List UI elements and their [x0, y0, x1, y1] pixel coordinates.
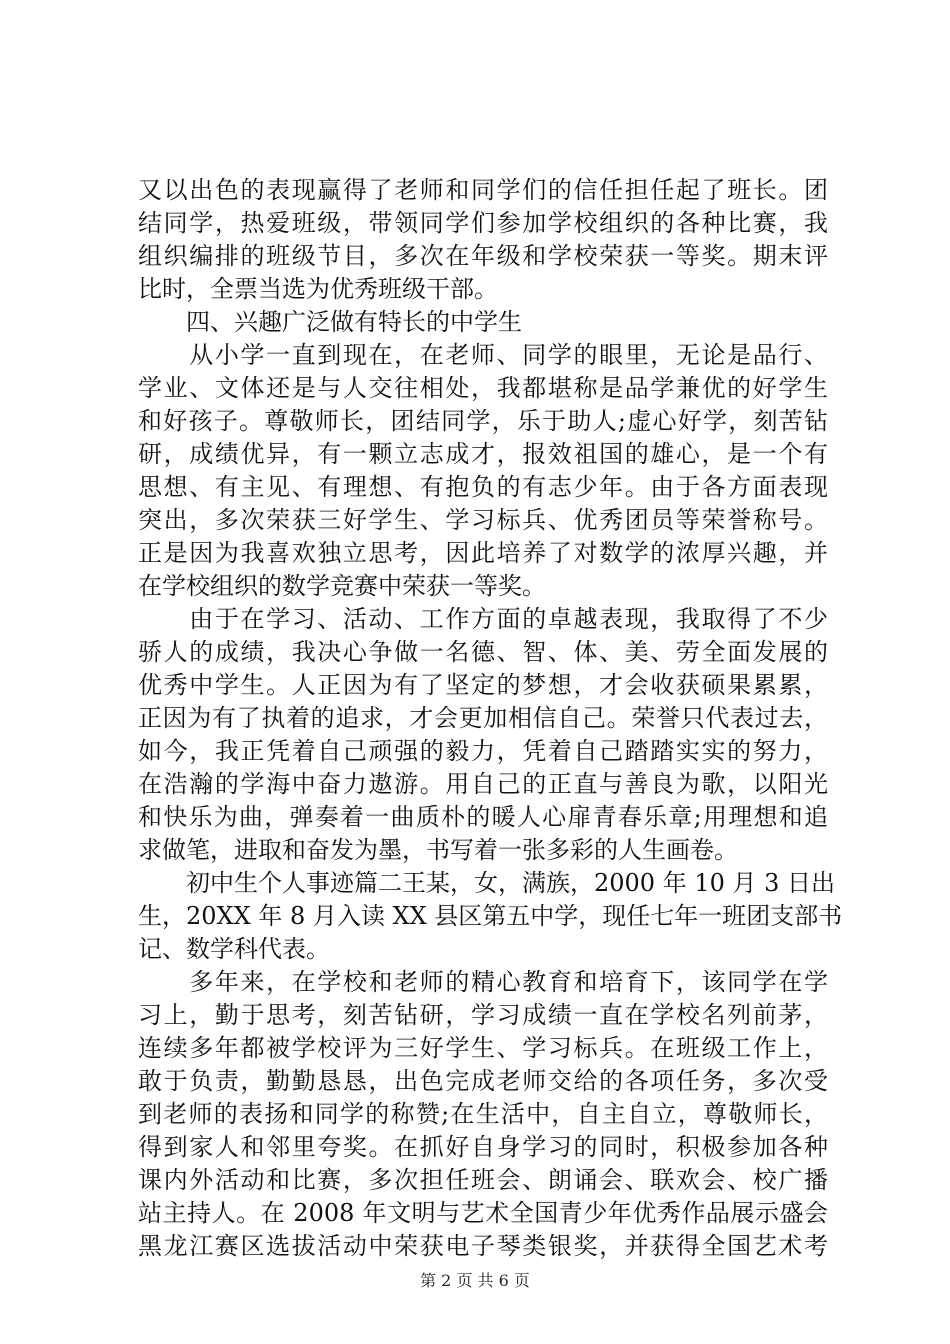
text-line: 敢于负责，勤勤恳恳，出色完成老师交给的各项任务，多次受	[138, 1067, 828, 1095]
text-line: 和好孩子。尊敬师长，团结同学，乐于助人;虚心好学，刻苦钻	[138, 407, 828, 435]
text-line: 多年来，在学校和老师的精心教育和培育下，该同学在学	[138, 968, 828, 996]
text-line: 和快乐为曲，弹奏着一曲质朴的暖人心扉青春乐章;用理想和追	[138, 803, 828, 831]
text-line: 思想、有主见、有理想、有抱负的有志少年。由于各方面表现	[138, 473, 828, 501]
text-line: 在学校组织的数学竞赛中荣获一等奖。	[138, 572, 546, 600]
text-line: 学业、文体还是与人交往相处，我都堪称是品学兼优的好学生	[138, 374, 828, 402]
text-line: 黑龙江赛区选拔活动中荣获电子琴类银奖，并获得全国艺术考	[138, 1232, 828, 1260]
text-line: 优秀中学生。人正因为有了坚定的梦想，才会收获硕果累累，	[138, 671, 828, 699]
text-line: 由于在学习、活动、工作方面的卓越表现，我取得了不少	[138, 605, 828, 633]
text-line: 求做笔，进取和奋发为墨，书写着一张多彩的人生画卷。	[138, 836, 738, 864]
text-line: 突出，多次荣获三好学生、学习标兵、优秀团员等荣誉称号。	[138, 506, 828, 534]
text-line: 又以出色的表现赢得了老师和同学们的信任担任起了班长。团	[138, 176, 828, 204]
text-line: 初中生个人事迹篇二王某，女，满族，2000 年 10 月 3 日出	[138, 869, 836, 897]
text-line: 得到家人和邻里夸奖。在抓好自身学习的同时，积极参加各种	[138, 1133, 828, 1161]
text-line: 如今，我正凭着自己顽强的毅力，凭着自己踏踏实实的努力，	[138, 737, 828, 765]
document-body	[138, 174, 843, 1263]
text-line: 正因为有了执着的追求，才会更加相信自己。荣誉只代表过去，	[138, 704, 828, 732]
text-line: 组织编排的班级节目，多次在年级和学校荣获一等奖。期末评	[138, 242, 828, 270]
text-line: 习上，勤于思考，刻苦钻研，学习成绩一直在学校名列前茅，	[138, 1001, 828, 1029]
text-line: 从小学一直到现在，在老师、同学的眼里，无论是品行、	[138, 341, 828, 369]
text-line: 结同学，热爱班级，带领同学们参加学校组织的各种比赛，我	[138, 209, 828, 237]
text-line: 四、兴趣广泛做有特长的中学生	[138, 308, 522, 336]
text-line: 正是因为我喜欢独立思考，因此培养了对数学的浓厚兴趣，并	[138, 539, 828, 567]
text-line: 生，20XX 年 8 月入读 XX 县区第五中学，现任七年一班团支部书	[138, 902, 843, 930]
text-line: 记、数学科代表。	[138, 935, 330, 963]
text-line: 站主持人。在 2008 年文明与艺术全国青少年优秀作品展示盛会	[138, 1199, 828, 1227]
text-line: 研，成绩优异，有一颗立志成才，报效祖国的雄心，是一个有	[138, 440, 828, 468]
text-line: 到老师的表扬和同学的称赞;在生活中，自主自立，尊敬师长，	[138, 1100, 828, 1128]
page-footer: 第 2 页 共 6 页	[420, 1271, 530, 1290]
text-line: 课内外活动和比赛，多次担任班会、朗诵会、联欢会、校广播	[138, 1166, 828, 1194]
text-line: 骄人的成绩，我决心争做一名德、智、体、美、劳全面发展的	[138, 638, 828, 666]
text-line: 在浩瀚的学海中奋力遨游。用自己的正直与善良为歌，以阳光	[138, 770, 828, 798]
text-line: 比时，全票当选为优秀班级干部。	[138, 275, 498, 303]
text-line: 连续多年都被学校评为三好学生、学习标兵。在班级工作上，	[138, 1034, 828, 1062]
